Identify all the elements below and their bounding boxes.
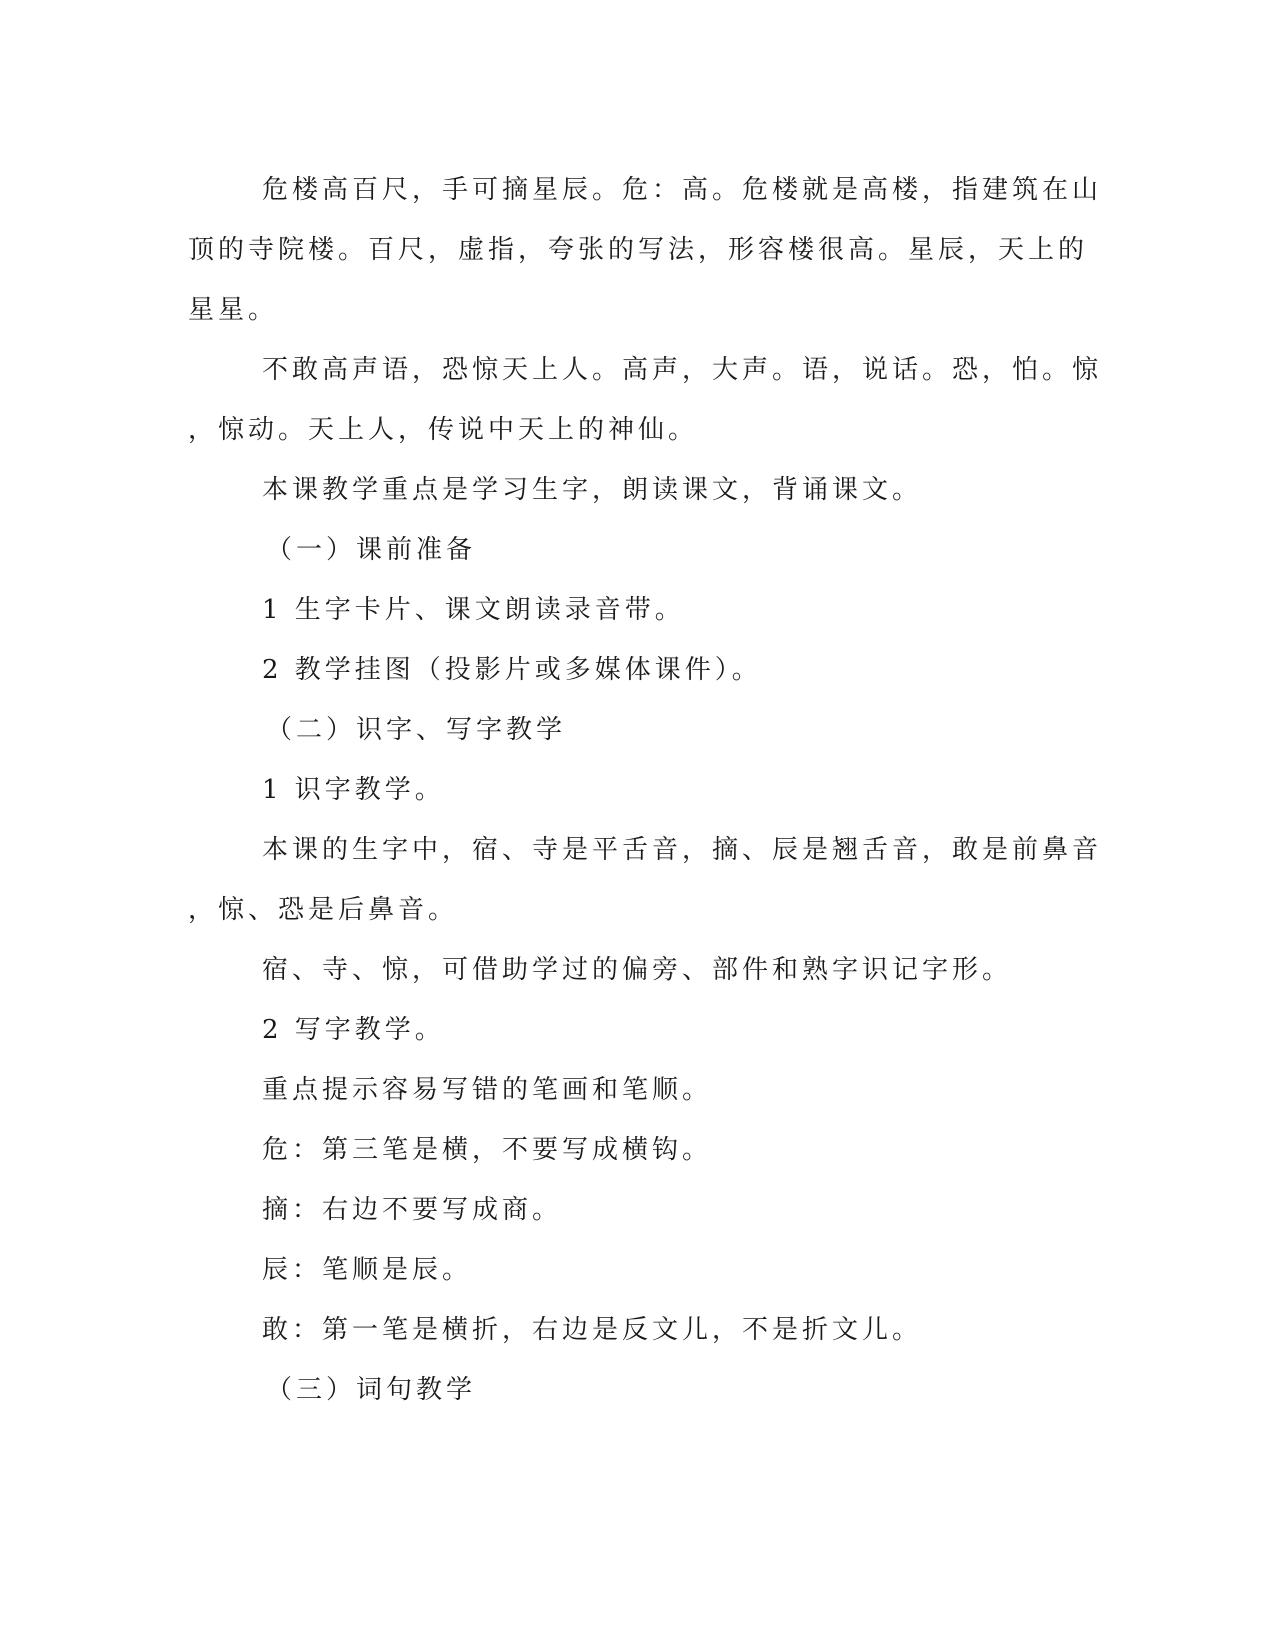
paragraph-line: 重点提示容易写错的笔画和笔顺。 <box>262 1075 713 1105</box>
section-heading: （二）识字、写字教学 <box>266 715 567 745</box>
paragraph-line: 敢：第一笔是横折，右边是反文儿，不是折文儿。 <box>262 1315 923 1345</box>
paragraph-line: 星星。 <box>188 295 279 325</box>
paragraph-line: 危楼高百尺，手可摘星辰。危：高。危楼就是高楼，指建筑在山 <box>262 175 1103 205</box>
paragraph-line: 摘：右边不要写成商。 <box>262 1195 563 1225</box>
paragraph-line: 宿、寺、惊，可借助学过的偏旁、部件和熟字识记字形。 <box>262 955 1013 985</box>
section-heading: （三）词句教学 <box>266 1375 477 1405</box>
paragraph-line: 辰：笔顺是辰。 <box>262 1255 473 1285</box>
paragraph-line: 本课的生字中，宿、寺是平舌音，摘、辰是翘舌音，敢是前鼻音 <box>262 835 1103 865</box>
section-heading: （一）课前准备 <box>266 535 477 565</box>
list-item: 1 生字卡片、课文朗读录音带。 <box>262 595 685 625</box>
list-item: 1 识字教学。 <box>262 775 445 805</box>
paragraph-line: 危：第三笔是横，不要写成横钩。 <box>262 1135 713 1165</box>
paragraph-line: 顶的寺院楼。百尺，虚指，夸张的写法，形容楼很高。星辰，天上的 <box>188 235 1089 265</box>
paragraph-line: ，惊、恐是后鼻音。 <box>188 895 459 925</box>
paragraph-line: 本课教学重点是学习生字，朗读课文，背诵课文。 <box>262 475 923 505</box>
list-item: 2 教学挂图（投影片或多媒体课件）。 <box>262 655 762 685</box>
paragraph-line: ，惊动。天上人，传说中天上的神仙。 <box>188 415 699 445</box>
paragraph-line: 不敢高声语，恐惊天上人。高声，大声。语，说话。恐，怕。惊 <box>262 355 1103 385</box>
list-item: 2 写字教学。 <box>262 1015 445 1045</box>
